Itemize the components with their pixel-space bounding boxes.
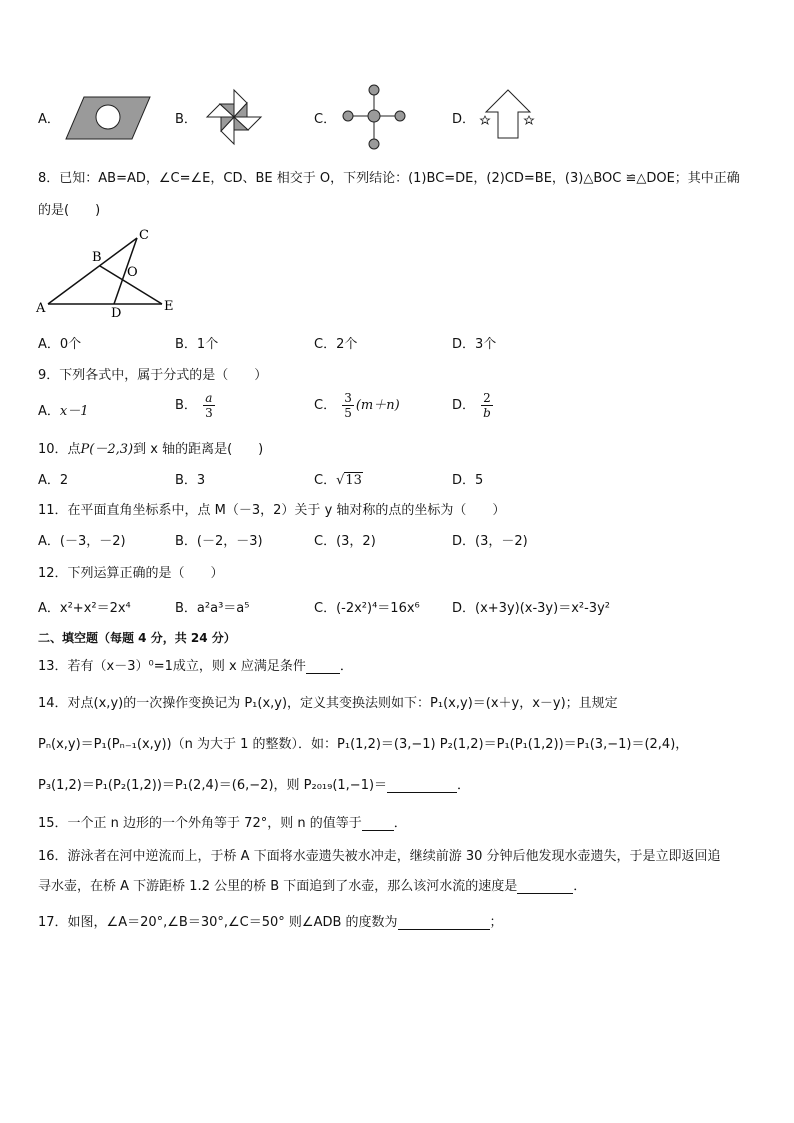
- label-e: E: [164, 299, 174, 314]
- q12-option-c: C．(-2x²)⁴＝16x⁶: [314, 601, 420, 616]
- label-b: B: [92, 250, 102, 265]
- q9-option-b: B． $\frac{a}{3}$: [175, 391, 213, 420]
- pinwheel-icon: [203, 88, 265, 150]
- q10-option-a: A．2: [38, 473, 69, 488]
- label-o: O: [127, 265, 138, 280]
- q14-line3: P₃(1,2)＝P₁(P₂(1,2))＝P₁(2,4)＝(6,−2)，则 P₂₀₁₉(1,−1)＝ ．: [38, 778, 471, 793]
- arrow-stars-icon: [478, 88, 538, 144]
- label-d: D: [111, 306, 122, 320]
- cross-circles-icon: [340, 84, 408, 154]
- q8-stem-line2: 的是( ): [38, 203, 101, 218]
- q17-answer-blank[interactable]: [398, 917, 490, 930]
- q9-option-c: C． $\frac{3}{5}$ (m＋n): [314, 391, 400, 420]
- q9-option-a: A．x－1: [38, 404, 89, 419]
- q11-option-b: B．(－2，－3): [175, 534, 263, 549]
- q7-option-a-label: A．: [38, 112, 60, 127]
- q7-option-b-label: B．: [175, 112, 197, 127]
- q8-option-b: B．1个: [175, 337, 219, 352]
- q17-stem: 17．如图，∠A＝20°,∠B＝30°,∠C＝50° 则∠ADB 的度数为 ；: [38, 915, 503, 930]
- q8-stem-line1: 8．已知：AB=AD，∠C=∠E，CD、BE 相交于 O，下列结论：(1)BC=DE，(2)CD=BE，(3)△BOC ≌△DOE；其中正确: [38, 171, 740, 186]
- section-heading-fill-in: 二、填空题（每题 4 分，共 24 分）: [38, 631, 236, 645]
- q12-option-b: B．a²a³＝a⁵: [175, 601, 250, 616]
- q14-line2: Pₙ(x,y)＝P₁(Pₙ₋₁(x,y))（n 为大于 1 的整数）．如：P₁(1,2)＝(3,−1) P₂(1,2)＝P₁(P₁(1,2))＝P₁(3,−1)＝(2,4)，: [38, 737, 689, 752]
- q9-stem: 9．下列各式中，属于分式的是（ ）: [38, 368, 268, 383]
- q13-stem: 13．若有（x－3）⁰=1成立，则 x 应满足条件 ．: [38, 659, 353, 674]
- q16-line1: 16．游泳者在河中逆流而上，于桥 A 下面将水壶遗失被水冲走，继续前游 30 分钟后他发现水壶遗失，于是立即返回追: [38, 849, 721, 864]
- q7-option-c-label: C．: [314, 112, 337, 127]
- q10-stem: 10．点P(－2,3)到 x 轴的距离是( ): [38, 442, 264, 457]
- q15-answer-blank[interactable]: [362, 818, 394, 831]
- q8-option-a: A．0个: [38, 337, 82, 352]
- label-a: A: [36, 301, 46, 316]
- q13-answer-blank[interactable]: [306, 661, 340, 674]
- q14-answer-blank[interactable]: [387, 780, 457, 793]
- parallelogram-hole-icon: [64, 95, 152, 145]
- q10-option-c: C．√13: [314, 473, 362, 488]
- q10-option-b: B．3: [175, 473, 206, 488]
- q11-stem: 11．在平面直角坐标系中，点 M（－3，2）关于 y 轴对称的点的坐标为（ ）: [38, 503, 506, 518]
- q16-answer-blank[interactable]: [517, 881, 573, 894]
- triangle-figure: [34, 224, 184, 324]
- q9-option-d: D． $\frac{2}{b}$: [452, 391, 491, 420]
- q11-option-d: D．(3，－2): [452, 534, 528, 549]
- q16-line2: 寻水壶，在桥 A 下游距桥 1.2 公里的桥 B 下面追到了水壶，那么该河水流的速度是 ．: [38, 879, 587, 894]
- q12-option-d: D．(x+3y)(x-3y)＝x²-3y²: [452, 601, 610, 616]
- q12-option-a: A．x²+x²＝2x⁴: [38, 601, 131, 616]
- q11-option-c: C．(3，2): [314, 534, 376, 549]
- q14-line1: 14．对点(x,y)的一次操作变换记为 P₁(x,y)，定义其变换法则如下：P₁(x,y)＝(x＋y，x－y)；且规定: [38, 696, 618, 711]
- q7-option-d-label: D．: [452, 112, 476, 127]
- q8-option-c: C．2个: [314, 337, 358, 352]
- q8-option-d: D．3个: [452, 337, 497, 352]
- q12-stem: 12．下列运算正确的是（ ）: [38, 566, 224, 581]
- q15-stem: 15．一个正 n 边形的一个外角等于 72°，则 n 的值等于 ．: [38, 816, 407, 831]
- label-c: C: [139, 228, 149, 243]
- q10-option-d: D．5: [452, 473, 484, 488]
- q11-option-a: A．(－3，－2): [38, 534, 126, 549]
